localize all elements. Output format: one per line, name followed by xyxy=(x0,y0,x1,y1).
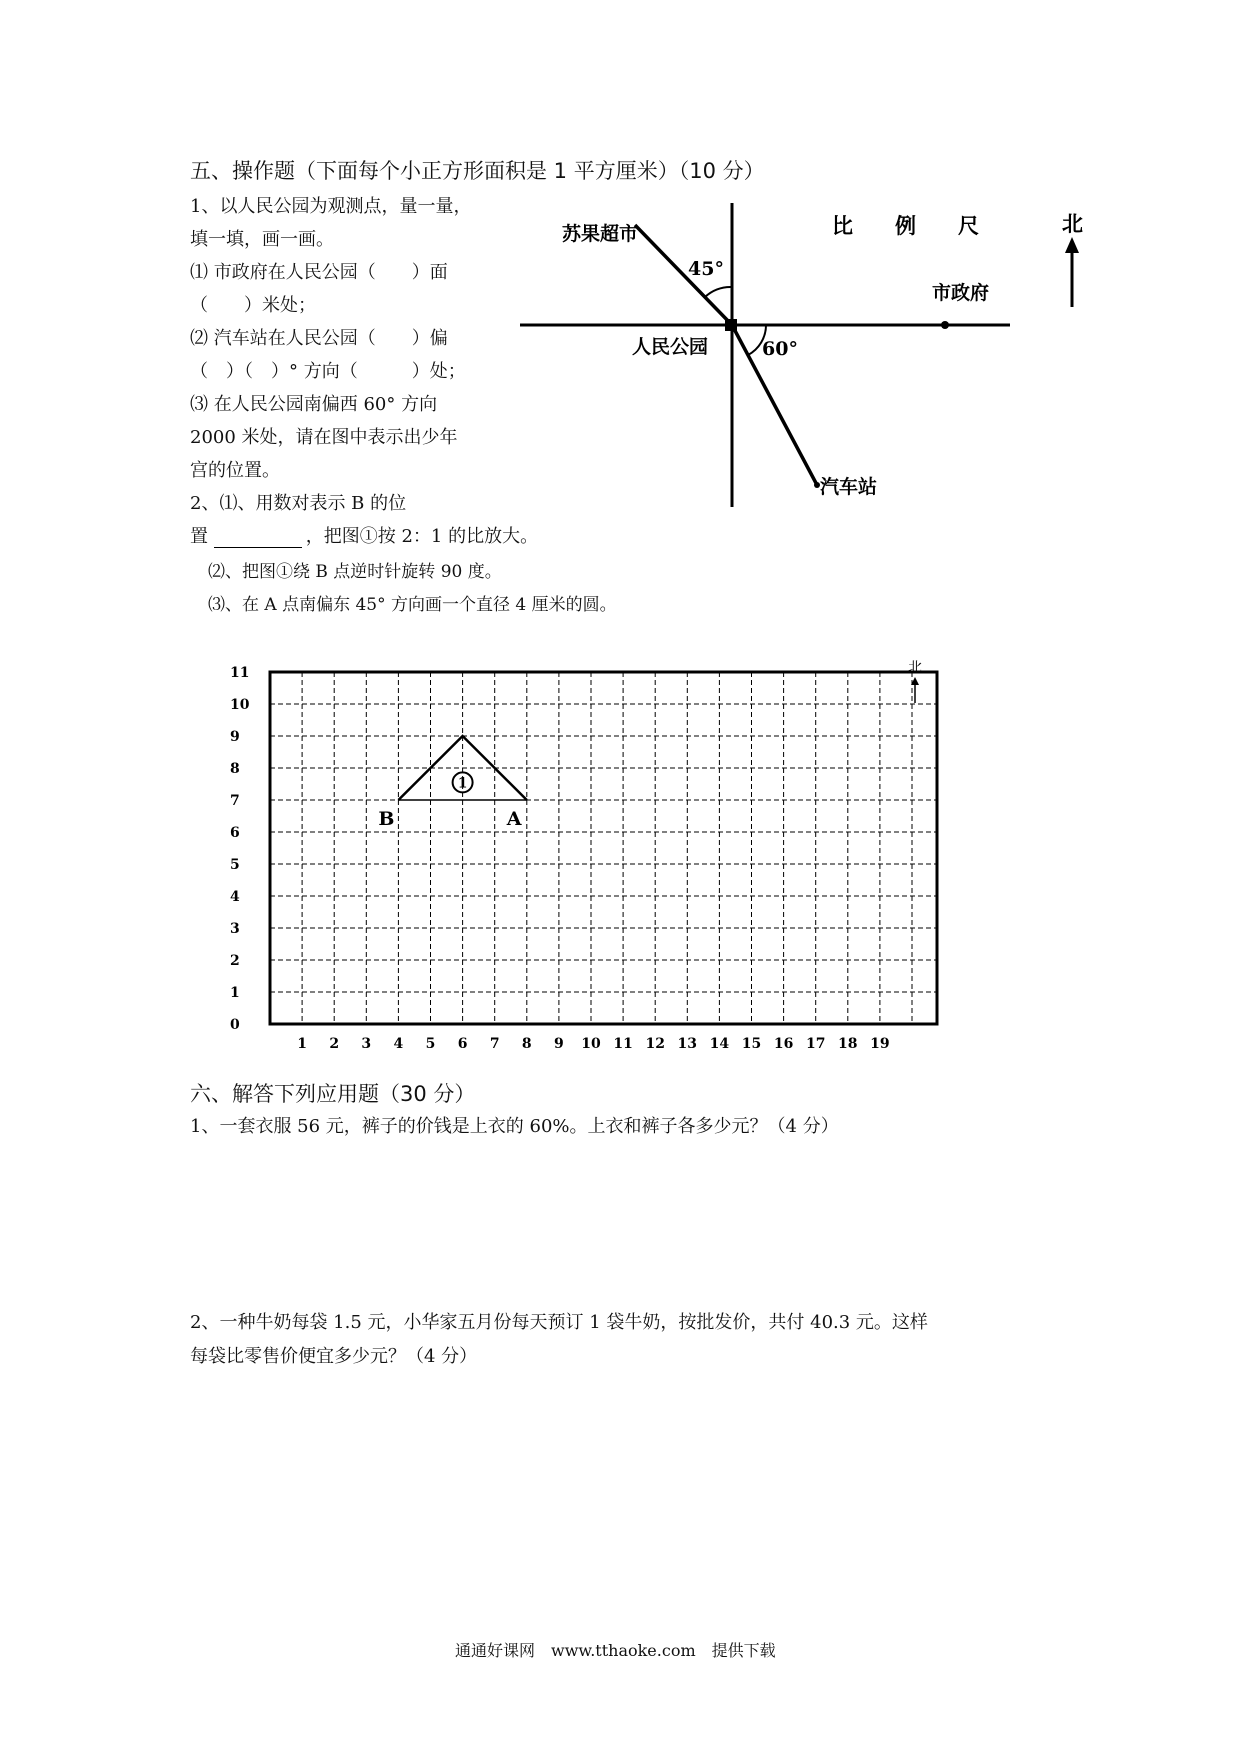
y-tick-label: 5 xyxy=(230,857,240,873)
x-tick-label: 16 xyxy=(773,1036,794,1052)
answer-blank[interactable] xyxy=(214,529,302,548)
grid-border xyxy=(270,672,937,1024)
scale-label: 比 例 尺 xyxy=(832,213,979,238)
section6-title: 六、解答下列应用题（30 分） xyxy=(190,1082,476,1106)
y-tick-label: 0 xyxy=(230,1017,240,1033)
x-tick-label: 17 xyxy=(805,1036,826,1052)
q1-line-6: （ ）（ ）° 方向（ ）处； xyxy=(190,361,466,382)
q2-line-1: 2、⑴、用数对表示 B 的位 xyxy=(190,493,407,514)
q2-line-2 xyxy=(190,522,538,548)
q1-line-5: ⑵ 汽车站在人民公园（ ）偏 xyxy=(190,328,448,349)
y-tick-label: 8 xyxy=(230,761,240,777)
section6-q2-line1: 2、一种牛奶每袋 1.5 元，小华家五月份每天预订 1 袋牛奶，按批发价，共付 40.3 元。这样 xyxy=(190,1312,928,1333)
angle-60-label: 60° xyxy=(762,338,798,360)
coordinate-grid xyxy=(220,655,920,1065)
y-tick-label: 11 xyxy=(230,665,250,681)
map-north-label: 北 xyxy=(1062,211,1083,236)
y-tick-label: 6 xyxy=(230,825,240,841)
x-tick-label: 10 xyxy=(581,1036,601,1052)
q1-line-9: 宫的位置。 xyxy=(190,460,280,481)
y-tick-label: 7 xyxy=(230,793,240,809)
x-tick-label: 1 xyxy=(297,1036,307,1052)
y-tick-label: 2 xyxy=(230,953,240,969)
point-b-label: B xyxy=(378,808,395,830)
q1-line-2: 填一填，画一画。 xyxy=(190,229,334,250)
q1-line-7: ⑶ 在人民公园南偏西 60° 方向 xyxy=(190,394,438,415)
bus-station-label: 汽车站 xyxy=(820,476,878,498)
park-point xyxy=(725,319,737,331)
x-tick-label: 15 xyxy=(741,1036,762,1052)
y-tick-label: 1 xyxy=(230,985,240,1001)
angle-45-label: 45° xyxy=(688,258,724,280)
x-tick-label: 13 xyxy=(677,1036,698,1052)
x-tick-label: 18 xyxy=(838,1036,858,1052)
x-tick-label: 11 xyxy=(613,1036,633,1052)
grid-lines xyxy=(270,672,937,1024)
suguo-label: 苏果超市 xyxy=(562,223,639,245)
city-hall-point xyxy=(941,321,949,329)
x-tick-label: 2 xyxy=(329,1036,340,1052)
q1-line-3: ⑴ 市政府在人民公园（ ）面 xyxy=(190,262,448,283)
angle-arc-45 xyxy=(705,287,732,297)
city-hall-label: 市政府 xyxy=(932,282,990,304)
figure-1-marker xyxy=(453,772,473,792)
section6-q1: 1、一套衣服 56 元，裤子的价钱是上衣的 60%。上衣和裤子各多少元？（4 分） xyxy=(190,1116,839,1137)
x-tick-label: 6 xyxy=(457,1036,468,1052)
figure-1-label: 1 xyxy=(457,775,468,792)
q2-line-4: ⑶、在 A 点南偏东 45° 方向画一个直径 4 厘米的圆。 xyxy=(208,595,617,615)
x-tick-label: 9 xyxy=(554,1036,564,1052)
y-tick-label: 4 xyxy=(230,889,240,905)
x-tick-label: 19 xyxy=(870,1036,890,1052)
point-a-label: A xyxy=(506,808,522,830)
y-tick-label: 9 xyxy=(230,729,240,745)
grid-north-label: 北 xyxy=(908,660,922,676)
x-tick-label: 4 xyxy=(393,1036,404,1052)
x-tick-label: 14 xyxy=(709,1036,730,1052)
x-tick-label: 5 xyxy=(425,1036,436,1052)
section6-q2-line2: 每袋比零售价便宜多少元？（4 分） xyxy=(190,1346,478,1367)
park-label: 人民公园 xyxy=(632,336,709,358)
q2-line-3: ⑵、把图①绕 B 点逆时针旋转 90 度。 xyxy=(208,562,502,582)
q2-line2-prefix: 置 xyxy=(190,526,208,547)
x-tick-label: 3 xyxy=(361,1036,372,1052)
q2-line2-suffix: ，把图①按 2：1 的比放大。 xyxy=(305,526,539,547)
q1-line-4: （ ）米处； xyxy=(190,295,316,316)
q1-line-1: 1、以人民公园为观测点，量一量， xyxy=(190,196,472,217)
y-tick-label: 10 xyxy=(230,697,250,713)
x-tick-label: 7 xyxy=(489,1036,500,1052)
footer-text: 通通好课网 www.tthaoke.com 提供下载 xyxy=(455,1641,776,1660)
x-tick-label: 8 xyxy=(521,1036,532,1052)
x-tick-label: 12 xyxy=(645,1036,665,1052)
section5-title: 五、操作题（下面每个小正方形面积是 1 平方厘米）（10 分） xyxy=(190,159,765,183)
y-tick-label: 3 xyxy=(230,921,240,937)
direction-map xyxy=(520,195,1220,515)
q1-line-8: 2000 米处，请在图中表示出少年 xyxy=(190,427,458,448)
